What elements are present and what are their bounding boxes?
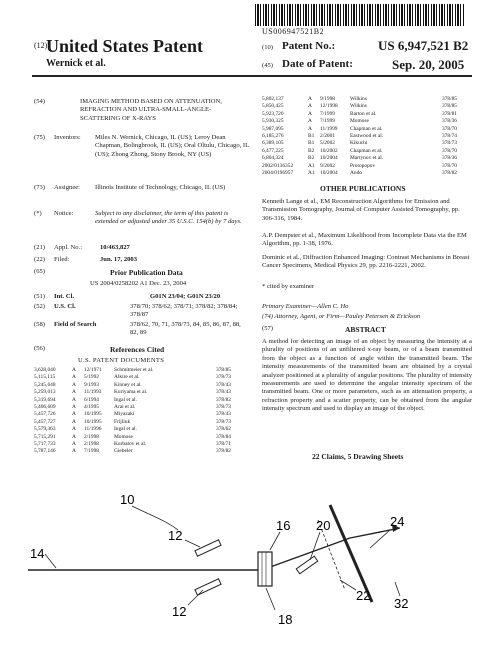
- examiner: Primary Examiner—Allen C. Ho: [262, 303, 349, 310]
- reference-cls: 378/36: [442, 118, 457, 125]
- representative-drawing: [0, 460, 500, 645]
- reference-name: Kinney et al.: [114, 381, 142, 388]
- reference-date: 2/1998: [84, 441, 99, 448]
- reference-cls: 378/82: [442, 170, 457, 177]
- barcode-number: US006947521B2: [262, 27, 325, 36]
- reference-kind: A1: [308, 170, 315, 177]
- reference-name: Barton et al.: [350, 110, 377, 117]
- reference-row: [262, 96, 472, 103]
- reference-no: 5,787,146: [34, 448, 56, 455]
- reference-name: Wilkins: [350, 96, 367, 102]
- uscl-code: (52): [34, 303, 45, 310]
- reference-date: 11/1993: [84, 389, 102, 396]
- reference-no: 5,457,727: [34, 418, 56, 425]
- search-code: (58): [34, 321, 45, 328]
- reference-kind: A: [72, 418, 76, 425]
- appl-number: 10/463,827: [100, 244, 130, 251]
- reference-no: 5,406,609: [34, 404, 56, 411]
- reference-cls: 378/73: [216, 404, 231, 411]
- ref-label-32: 32: [394, 596, 409, 611]
- reference-cls: 378/43: [216, 381, 231, 388]
- reference-name: Chapman et al.: [350, 125, 383, 132]
- prior-code: (65): [34, 268, 45, 275]
- prior-pub: US 2004/0258202 A1 Dec. 23, 2004: [90, 280, 187, 287]
- reference-no: 6,185,276: [262, 133, 284, 140]
- reference-row: [34, 404, 249, 411]
- reference-date: 12/1998: [320, 103, 338, 110]
- reference-kind: A: [72, 367, 76, 373]
- reference-kind: A: [308, 96, 312, 102]
- claims-summary: 22 Claims, 5 Drawing Sheets: [312, 452, 404, 461]
- reference-name: Arai et al.: [114, 404, 136, 411]
- ref-label-22: 22: [356, 588, 371, 603]
- reference-date: 12/1971: [84, 367, 102, 373]
- reference-date: 10/2004: [320, 170, 338, 177]
- reference-kind: A: [72, 441, 76, 448]
- object-box: [258, 552, 272, 586]
- reference-cls: 378/85: [442, 96, 457, 102]
- uscl: 378/70; 378/62; 378/71; 378/82; 378/84; 378/87: [130, 303, 238, 319]
- reference-cls: 378/85: [216, 367, 231, 373]
- intcl: G01N 23/04; G01N 23/20: [150, 293, 221, 300]
- reference-date: 10/2004: [320, 155, 338, 162]
- reference-date: 2/2001: [320, 133, 335, 140]
- patent-number: US 6,947,521 B2: [378, 38, 469, 53]
- reference-name: Protopopov: [350, 162, 376, 169]
- crystal-upper: [195, 540, 221, 556]
- reference-no: 5,802,137: [262, 96, 284, 102]
- reference-cls: 378/71: [216, 441, 231, 448]
- reference-kind: A: [72, 374, 76, 381]
- reference-date: 7/1998: [84, 448, 99, 455]
- reference-date: 9/2002: [320, 162, 335, 169]
- reference-kind: A: [308, 103, 312, 110]
- reference-no: 6,804,324: [262, 155, 284, 162]
- reference-cls: 378/36: [442, 155, 457, 162]
- reference-name: Momose: [114, 433, 133, 440]
- reference-cls: 378/74: [442, 133, 457, 140]
- reference-kind: A: [308, 125, 312, 132]
- reference-row: [34, 448, 249, 455]
- notice: Subject to any disclaimer, the term of this patent is extended or adjusted under 35 U.S.C. 154(b) by 7 days.: [95, 210, 242, 226]
- reference-cls: 378/85: [442, 103, 457, 110]
- reference-kind: A: [72, 448, 76, 455]
- analyzer-crystal: [296, 556, 317, 574]
- reference-name: Ando: [350, 170, 362, 177]
- reference-row: [262, 111, 472, 118]
- reference-no: 5,259,013: [34, 389, 56, 396]
- inventors-code: (75): [34, 134, 45, 141]
- reference-cls: 378/82: [216, 448, 231, 455]
- appl-code: (21): [34, 244, 45, 251]
- reference-date: 2/1998: [84, 433, 99, 440]
- reference-date: 7/1999: [320, 118, 335, 125]
- date-label: Date of Patent:: [282, 58, 353, 70]
- reference-row: [34, 419, 249, 426]
- reference-date: 11/1996: [84, 426, 102, 433]
- reference-name: Momose: [350, 118, 369, 125]
- reference-name: Miyazaki: [114, 411, 135, 418]
- filed-label: Filed:: [54, 256, 70, 263]
- reference-name: Alkire et al.: [114, 374, 140, 381]
- reference-kind: A: [72, 389, 76, 396]
- reference-cls: 378/70: [442, 147, 457, 154]
- reference-kind: A: [72, 411, 76, 418]
- country-title: United States Patent: [46, 36, 203, 56]
- reference-name: Giebeler: [114, 448, 133, 455]
- notice-label: Notice:: [54, 210, 74, 217]
- inventors-label: Inventors:: [54, 134, 81, 141]
- reference-row: [262, 155, 472, 162]
- ref-label-12-upper: 12: [168, 528, 183, 543]
- reference-kind: A: [72, 381, 76, 388]
- crystal-lower: [195, 579, 221, 595]
- appl-label: Appl. No.:: [54, 244, 83, 251]
- reference-cls: 378/82: [216, 396, 231, 403]
- reference-name: Eastwood et al.: [350, 133, 384, 140]
- reference-no: 2002/0136352: [262, 162, 294, 169]
- abstract: A method for detecting an image of an object by measuring the intensity at a plurality of positions of an unfiltered x-ray beam, or of a beam transmitted from the object as a function of angle within the transmitted beam. The intensity measurements of the transmitted beam are obtained by a crystal analyzer positioned at a plurality of angular positions. The plurality of intensity measurements are used to determine the angular intensity spectrum of the transmitted beam. One or more parameters, such as an attenuation property, a refraction property and a scatter property, can be obtained from the angular intensity spectrum and used to display an image of the object.: [262, 338, 472, 413]
- ref-label-14: 14: [30, 546, 45, 561]
- right-refs-table: [262, 96, 472, 177]
- reference-date: 11/1999: [320, 125, 338, 132]
- reference-name: Wilkins: [350, 103, 367, 110]
- refs-code: (56): [34, 345, 45, 352]
- reference-cls: 378/43: [216, 411, 231, 418]
- reference-cls: 378/62: [216, 426, 231, 433]
- reference-kind: A: [308, 118, 312, 125]
- ref-label-12-lower: 12: [172, 604, 187, 619]
- reference-row: [34, 434, 249, 441]
- reference-kind: A: [72, 396, 76, 403]
- filed-date: Jun. 17, 2003: [100, 256, 138, 263]
- reference-kind: A1: [308, 162, 315, 169]
- reference-row: [34, 426, 249, 433]
- reference-row: [34, 389, 249, 396]
- reference-row: [262, 140, 472, 147]
- reference-kind: A: [72, 426, 76, 433]
- cited-by: * cited by examiner: [262, 283, 315, 290]
- ref-label-18: 18: [278, 612, 293, 627]
- reference-no: 5,923,720: [262, 110, 284, 117]
- reference-no: 5,717,733: [34, 441, 56, 448]
- reference-no: 6,389,105: [262, 140, 284, 147]
- assignee-label: Assignee:: [54, 184, 81, 191]
- reference-date: 5/2002: [320, 140, 335, 147]
- other-pub-1: Kenneth Lange et al., EM Reconstruction Algorithms for Emission and Transmission Tomography, Journal of Computer Assisted Tomography, pp. 306-316, 1984.: [262, 198, 460, 222]
- reference-cls: 378/73: [442, 140, 457, 147]
- reference-name: Schmitmeier et al.: [114, 367, 154, 373]
- abstract-code: (57): [262, 325, 273, 332]
- search-label: Field of Search: [54, 321, 97, 328]
- reference-date: 10/1995: [84, 418, 102, 425]
- reference-no: 5,715,291: [34, 433, 56, 440]
- uscl-label: U.S. Cl.: [54, 303, 76, 310]
- ref-label-24: 24: [390, 514, 405, 529]
- other-pub-2: A.P. Dempster et al., Maximum Likelihood from Incomplete Data via the EM Algorithm, pp. 1-38, 1976.: [262, 232, 467, 248]
- reference-date: 7/1999: [320, 110, 335, 117]
- abstract-title: ABSTRACT: [345, 325, 386, 334]
- reference-kind: A: [72, 433, 76, 440]
- reference-cls: 378/73: [216, 374, 231, 381]
- reference-no: 5,850,425: [262, 103, 284, 110]
- reference-name: Kurbatov et al.: [114, 441, 147, 448]
- reference-name: Martynov et al.: [350, 155, 384, 162]
- header-rule: [32, 75, 472, 77]
- reference-name: Chapman et al.: [350, 147, 383, 154]
- reference-row: [262, 148, 472, 155]
- reference-cls: 378/73: [216, 418, 231, 425]
- intcl-code: (51): [34, 293, 45, 300]
- assignee-code: (73): [34, 184, 45, 191]
- reference-row: [262, 133, 472, 140]
- reference-no: 5,319,694: [34, 396, 56, 403]
- reference-date: 9/1998: [320, 96, 335, 102]
- reference-no: 5,115,115: [34, 374, 56, 381]
- patent-no-label: Patent No.:: [282, 40, 336, 52]
- field-of-search: 378/62, 70, 71, 378/73, 84, 85, 86, 87, 88, 82, 89: [130, 321, 241, 337]
- other-pub-3: Dominic et al., Diffraction Enhanced Imaging: Contrast Mechanisms in Breast Cancer Specimens, Medical Physics 29, pp. 2216-2221, 2002.: [262, 254, 470, 270]
- left-refs-table: [34, 367, 249, 456]
- reference-no: 5,245,648: [34, 381, 56, 388]
- reference-kind: B2: [308, 155, 315, 162]
- ref-label-10: 10: [120, 492, 135, 507]
- reference-no: 6,477,225: [262, 147, 284, 154]
- country-code: (12): [34, 41, 48, 50]
- prior-pub-title: Prior Publication Data: [110, 268, 183, 277]
- reference-no: 3,628,040: [34, 367, 56, 373]
- reference-date: 5/1992: [84, 374, 99, 381]
- reference-no: 5,457,726: [34, 411, 56, 418]
- reference-row: [34, 411, 249, 418]
- reference-date: 6/1994: [84, 396, 99, 403]
- ref-label-16: 16: [276, 518, 291, 533]
- reference-row: [262, 170, 472, 177]
- reference-no: 5,987,095: [262, 125, 284, 132]
- beam-line-out: [350, 528, 400, 538]
- intcl-label: Int. Cl.: [54, 293, 74, 300]
- filed-code: (22): [34, 256, 45, 263]
- reference-name: Ingal et al.: [114, 426, 137, 433]
- notice-code: (*): [34, 210, 42, 217]
- reference-name: Kuriyama et al.: [114, 389, 148, 396]
- inventor-line: Wernick et al.: [46, 58, 106, 69]
- reference-row: [262, 126, 472, 133]
- reference-name: Ingal et al.: [114, 396, 137, 403]
- attorney: (74) Attorney, Agent, or Firm—Pauley Petersen & Erickson: [262, 313, 421, 320]
- patent-no-code: (10): [262, 44, 273, 51]
- patent-date: Sep. 20, 2005: [392, 57, 465, 72]
- reference-cls: 378/81: [442, 110, 457, 117]
- reference-cls: 378/84: [216, 433, 231, 440]
- reference-date: 10/2002: [320, 147, 338, 154]
- reference-no: 5,579,363: [34, 426, 56, 433]
- reference-row: [34, 367, 249, 374]
- reference-row: [34, 397, 249, 404]
- reference-row: [262, 163, 472, 170]
- refs-title: References Cited: [110, 345, 165, 354]
- reference-date: 4/1995: [84, 404, 99, 411]
- assignee: Illinois Institute of Technology, Chicago, IL (US): [95, 184, 226, 191]
- reference-no: 5,930,325: [262, 118, 284, 125]
- reference-name: Kikuchi: [350, 140, 368, 147]
- reference-kind: B1: [308, 140, 315, 147]
- other-pubs-title: OTHER PUBLICATIONS: [320, 184, 406, 193]
- reference-row: [262, 103, 472, 110]
- reference-row: [262, 118, 472, 125]
- date-code: (45): [262, 62, 273, 69]
- ref-label-20: 20: [316, 518, 331, 533]
- barcode: [255, 4, 465, 26]
- reference-row: [34, 441, 249, 448]
- reference-name: Frijlink: [114, 418, 131, 425]
- reference-cls: 378/43: [216, 389, 231, 396]
- reference-kind: A: [72, 404, 76, 411]
- reference-date: 10/1995: [84, 411, 102, 418]
- inventors: Miles N. Wernick, Chicago, IL (US); Leroy Dean Chapman, Bolingbrook, IL (US); Oral Oltulu, Chicago, IL (US); Zhong Zhong, Stony Brook, NY (US): [95, 134, 249, 158]
- refs-subtitle: U.S. PATENT DOCUMENTS: [78, 357, 165, 364]
- reference-cls: 378/70: [442, 162, 457, 169]
- reference-row: [34, 374, 249, 381]
- title-code: (54): [34, 98, 45, 105]
- reference-date: 9/1993: [84, 381, 99, 388]
- invention-title: IMAGING METHOD BASED ON ATTENUATION, REFRACTION AND ULTRA-SMALL-ANGLE-SCATTERING OF X-RAYS: [80, 98, 222, 122]
- reference-cls: 378/70: [442, 125, 457, 132]
- reference-row: [34, 382, 249, 389]
- reference-kind: A: [308, 110, 312, 117]
- reference-kind: B2: [308, 147, 315, 154]
- reference-kind: B1: [308, 133, 315, 140]
- reference-no: 2004/0196957: [262, 170, 294, 177]
